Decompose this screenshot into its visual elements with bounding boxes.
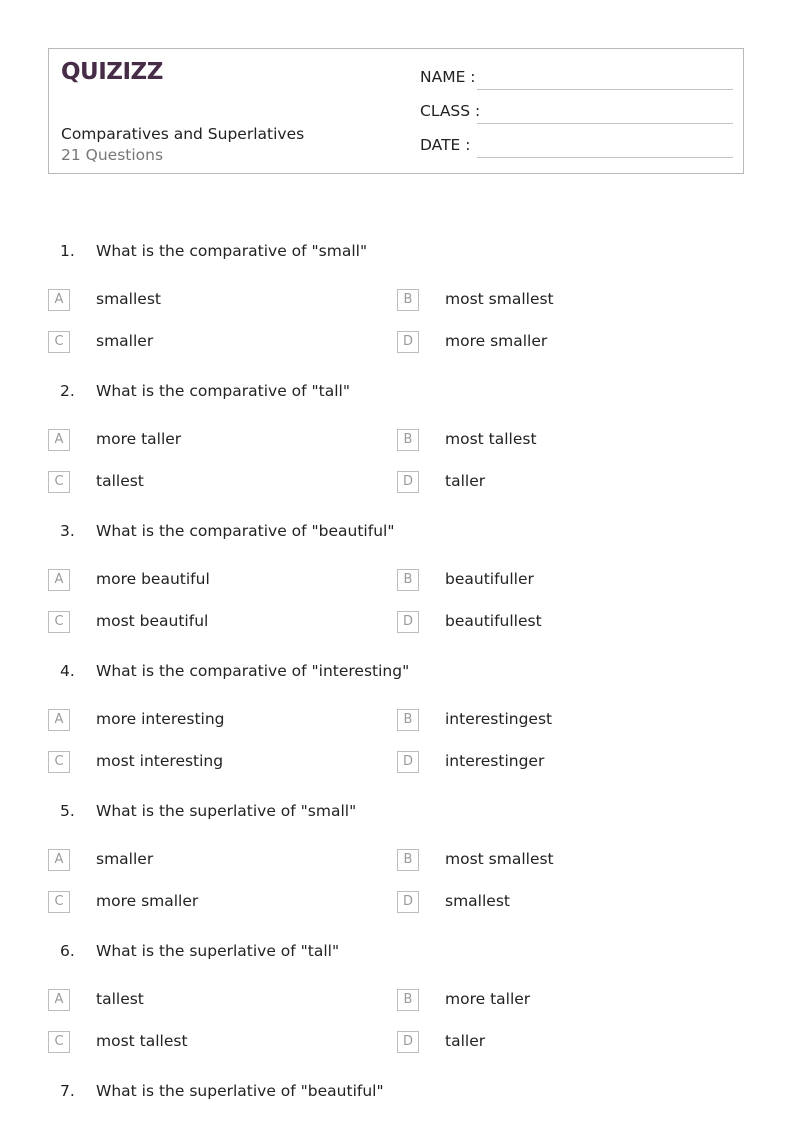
date-line[interactable] (477, 157, 733, 158)
class-label: CLASS : (420, 102, 481, 120)
option-letter-box: B (397, 289, 419, 311)
q4-option-c[interactable] (48, 751, 378, 775)
option-letter-box: A (48, 709, 70, 731)
question-1 (0, 242, 794, 270)
option-text: tallest (96, 472, 144, 490)
q6-option-c[interactable] (48, 1031, 378, 1055)
option-letter-box: C (48, 1031, 70, 1053)
option-text: smallest (445, 892, 510, 910)
q4-option-a[interactable] (48, 709, 378, 733)
option-letter-box: C (48, 891, 70, 913)
option-text: smaller (96, 850, 154, 868)
option-letter-box: C (48, 331, 70, 353)
option-letter-box: B (397, 989, 419, 1011)
option-text: interestinger (445, 752, 545, 770)
question-5 (0, 802, 794, 830)
option-letter-box: A (48, 289, 70, 311)
option-letter-box: C (48, 751, 70, 773)
option-text: interestingest (445, 710, 553, 728)
q5-option-a[interactable] (48, 849, 378, 873)
option-text: taller (445, 1032, 486, 1050)
q3-option-c[interactable] (48, 611, 378, 635)
option-letter-box: D (397, 611, 419, 633)
option-letter-box: D (397, 331, 419, 353)
question-number: 7. (60, 1082, 75, 1100)
option-text: most beautiful (96, 612, 209, 630)
option-text: more beautiful (96, 570, 210, 588)
option-text: most smallest (445, 290, 554, 308)
option-text: more interesting (96, 710, 225, 728)
q3-option-a[interactable] (48, 569, 378, 593)
option-text: most smallest (445, 850, 554, 868)
q1-option-a[interactable] (48, 289, 378, 313)
option-letter-box: D (397, 751, 419, 773)
option-letter-box: A (48, 569, 70, 591)
question-text: What is the comparative of "tall" (96, 382, 350, 400)
option-letter-box: B (397, 709, 419, 731)
question-count: 21 Questions (61, 146, 164, 164)
q6-option-a[interactable] (48, 989, 378, 1013)
option-letter-box: A (48, 989, 70, 1011)
option-letter-box: D (397, 1031, 419, 1053)
option-text: taller (445, 472, 486, 490)
question-number: 4. (60, 662, 75, 680)
option-text: most tallest (445, 430, 537, 448)
q5-option-d[interactable] (397, 891, 727, 915)
question-2 (0, 382, 794, 410)
question-6 (0, 942, 794, 970)
question-text: What is the superlative of "beautiful" (96, 1082, 384, 1100)
date-label: DATE : (420, 136, 471, 154)
q2-option-d[interactable] (397, 471, 727, 495)
option-text: smaller (96, 332, 154, 350)
option-text: most interesting (96, 752, 224, 770)
question-text: What is the comparative of "interesting" (96, 662, 410, 680)
q2-option-a[interactable] (48, 429, 378, 453)
q4-option-b[interactable] (397, 709, 727, 733)
option-letter-box: B (397, 569, 419, 591)
question-4 (0, 662, 794, 690)
question-text: What is the superlative of "small" (96, 802, 357, 820)
q3-option-b[interactable] (397, 569, 727, 593)
name-label: NAME : (420, 68, 476, 86)
option-text: more taller (445, 990, 531, 1008)
worksheet-header (48, 48, 744, 174)
worksheet-title: Comparatives and Superlatives (61, 125, 305, 143)
q5-option-b[interactable] (397, 849, 727, 873)
question-number: 2. (60, 382, 75, 400)
option-text: smallest (96, 290, 161, 308)
question-number: 3. (60, 522, 75, 540)
option-text: tallest (96, 990, 144, 1008)
name-line[interactable] (477, 89, 733, 90)
q5-option-c[interactable] (48, 891, 378, 915)
question-text: What is the comparative of "small" (96, 242, 368, 260)
question-number: 6. (60, 942, 75, 960)
option-letter-box: C (48, 611, 70, 633)
question-3 (0, 522, 794, 550)
q1-option-d[interactable] (397, 331, 727, 355)
option-letter-box: A (48, 429, 70, 451)
question-text: What is the superlative of "tall" (96, 942, 340, 960)
option-letter-box: B (397, 429, 419, 451)
question-number: 1. (60, 242, 75, 260)
q1-option-b[interactable] (397, 289, 727, 313)
q4-option-d[interactable] (397, 751, 727, 775)
option-letter-box: A (48, 849, 70, 871)
option-letter-box: D (397, 891, 419, 913)
q2-option-b[interactable] (397, 429, 727, 453)
option-text: more smaller (445, 332, 548, 350)
q6-option-d[interactable] (397, 1031, 727, 1055)
class-line[interactable] (477, 123, 733, 124)
q2-option-c[interactable] (48, 471, 378, 495)
quizizz-logo: QUIZIZZ (61, 59, 163, 85)
option-text: beautifuller (445, 570, 534, 588)
option-text: most tallest (96, 1032, 188, 1050)
option-letter-box: B (397, 849, 419, 871)
option-letter-box: C (48, 471, 70, 493)
option-text: more smaller (96, 892, 199, 910)
option-text: more taller (96, 430, 182, 448)
q3-option-d[interactable] (397, 611, 727, 635)
question-7 (0, 1082, 794, 1110)
q1-option-c[interactable] (48, 331, 378, 355)
question-text: What is the comparative of "beautiful" (96, 522, 395, 540)
option-text: beautifullest (445, 612, 542, 630)
question-number: 5. (60, 802, 75, 820)
q6-option-b[interactable] (397, 989, 727, 1013)
option-letter-box: D (397, 471, 419, 493)
